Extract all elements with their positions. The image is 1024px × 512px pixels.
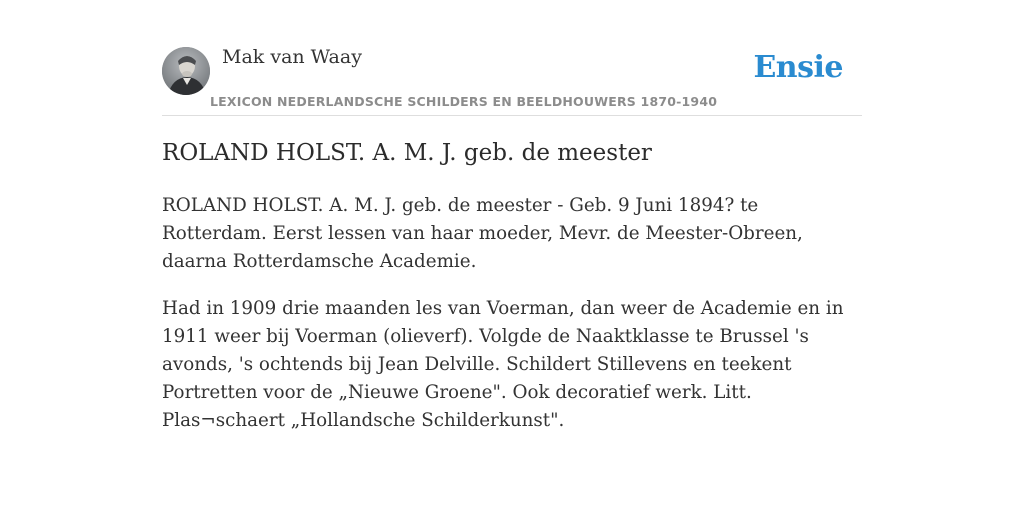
author-portrait-icon bbox=[162, 47, 210, 95]
article-title: ROLAND HOLST. A. M. J. geb. de meester bbox=[162, 140, 652, 166]
header-divider bbox=[162, 115, 862, 116]
author-avatar[interactable] bbox=[162, 47, 210, 95]
source-subtitle[interactable]: LEXICON NEDERLANDSCHE SCHILDERS EN BEELDHOUWERS 1870-1940 bbox=[210, 94, 718, 109]
author-name[interactable]: Mak van Waay bbox=[222, 46, 362, 68]
article-paragraph: ROLAND HOLST. A. M. J. geb. de meester - Geb. 9 Juni 1894? te Rotterdam. Eerst lessen van haar moeder, Mevr. de Meester-Obreen, daarna Rotterdamsche Academie. bbox=[162, 195, 803, 272]
article-paragraph: Had in 1909 drie maanden les van Voerman, dan weer de Academie en in 1911 weer bij Voerman (olieverf). Volgde de Naaktklasse te Brussel 's avonds, 's ochtends bij Jean Delville. Schildert Stillevens en teekent Portretten voor de „Nieuwe Groene". Ook decoratief werk. Litt. Plas¬schaert „Hollandsche Schilderkunst". bbox=[162, 298, 844, 431]
article-body bbox=[162, 192, 862, 454]
brand-logo[interactable]: Ensie bbox=[753, 50, 843, 85]
page bbox=[162, 0, 862, 512]
